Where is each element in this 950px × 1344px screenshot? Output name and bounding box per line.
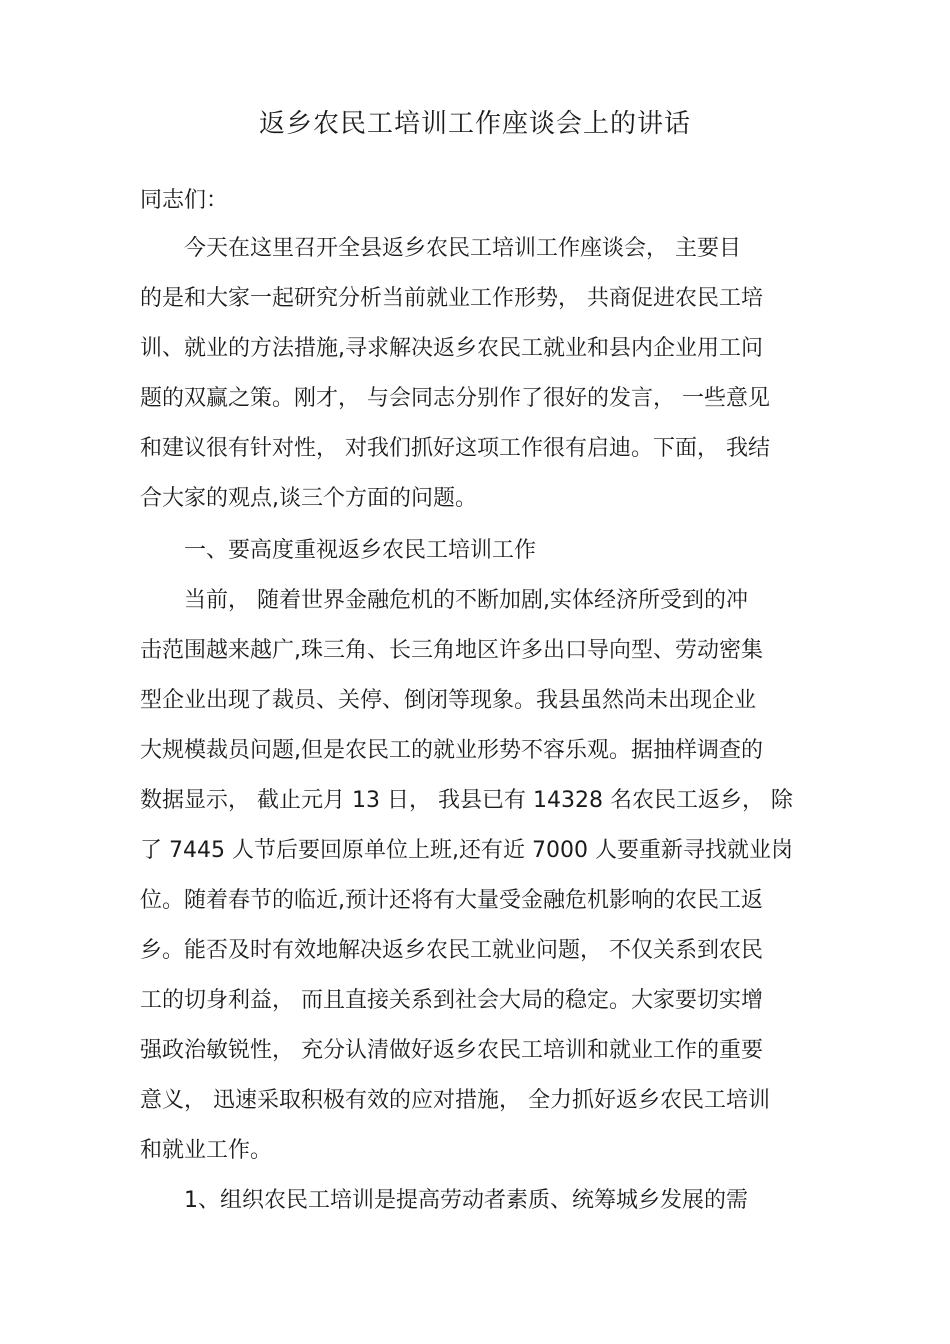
paragraph-line: 位。随着春节的临近,预计还将有大量受金融危机影响的农民工返 (140, 888, 763, 913)
paragraph-line: 了 7445 人节后要回原单位上班,还有近 7000 人要重新寻找就业岗 (140, 838, 793, 863)
document-title: 返乡农民工培训工作座谈会上的讲话 (258, 109, 691, 139)
salutation-line: 同志们： (140, 188, 229, 213)
paragraph-line: 大规模裁员问题,但是农民工的就业形势不容乐观。据抽样调查的 (140, 738, 763, 763)
paragraph-line: 乡。能否及时有效地解决返乡农民工就业问题， 不仅关系到农民 (140, 938, 763, 963)
paragraph-line: 工的切身利益， 而且直接关系到社会大局的稳定。大家要切实增 (140, 988, 763, 1013)
paragraph-line: 训、就业的方法措施,寻求解决返乡农民工就业和县内企业用工问 (140, 336, 763, 361)
paragraph-line: 意义， 迅速采取积极有效的应对措施， 全力抓好返乡农民工培训 (140, 1088, 770, 1113)
paragraph-line: 型企业出现了裁员、关停、倒闭等现象。我县虽然尚未出现企业 (140, 688, 757, 713)
paragraph-line: 击范围越来越广,珠三角、长三角地区许多出口导向型、劳动密集 (140, 638, 763, 663)
subsection-heading: 1、组织农民工培训是提高劳动者素质、统筹城乡发展的需 (140, 1188, 748, 1213)
paragraph-line: 题的双赢之策。刚才， 与会同志分别作了很好的发言， 一些意见 (140, 386, 770, 411)
paragraph-line: 今天在这里召开全县返乡农民工培训工作座谈会， 主要目 (140, 236, 741, 261)
paragraph-line: 合大家的观点,谈三个方面的问题。 (140, 486, 477, 511)
section-heading: 一、要高度重视返乡农民工培训工作 (140, 538, 537, 563)
paragraph-line: 和建议很有针对性， 对我们抓好这项工作很有启迪。下面， 我结 (140, 436, 770, 461)
paragraph-line: 和就业工作。 (140, 1138, 273, 1163)
paragraph-line: 数据显示， 截止元月 13 日， 我县已有 14328 名农民工返乡， 除 (140, 788, 793, 813)
paragraph-line: 强政治敏锐性， 充分认清做好返乡农民工培训和就业工作的重要 (140, 1038, 763, 1063)
paragraph-line: 的是和大家一起研究分析当前就业工作形势， 共商促进农民工培 (140, 286, 763, 311)
paragraph-line: 当前， 随着世界金融危机的不断加剧,实体经济所受到的冲 (140, 588, 748, 613)
